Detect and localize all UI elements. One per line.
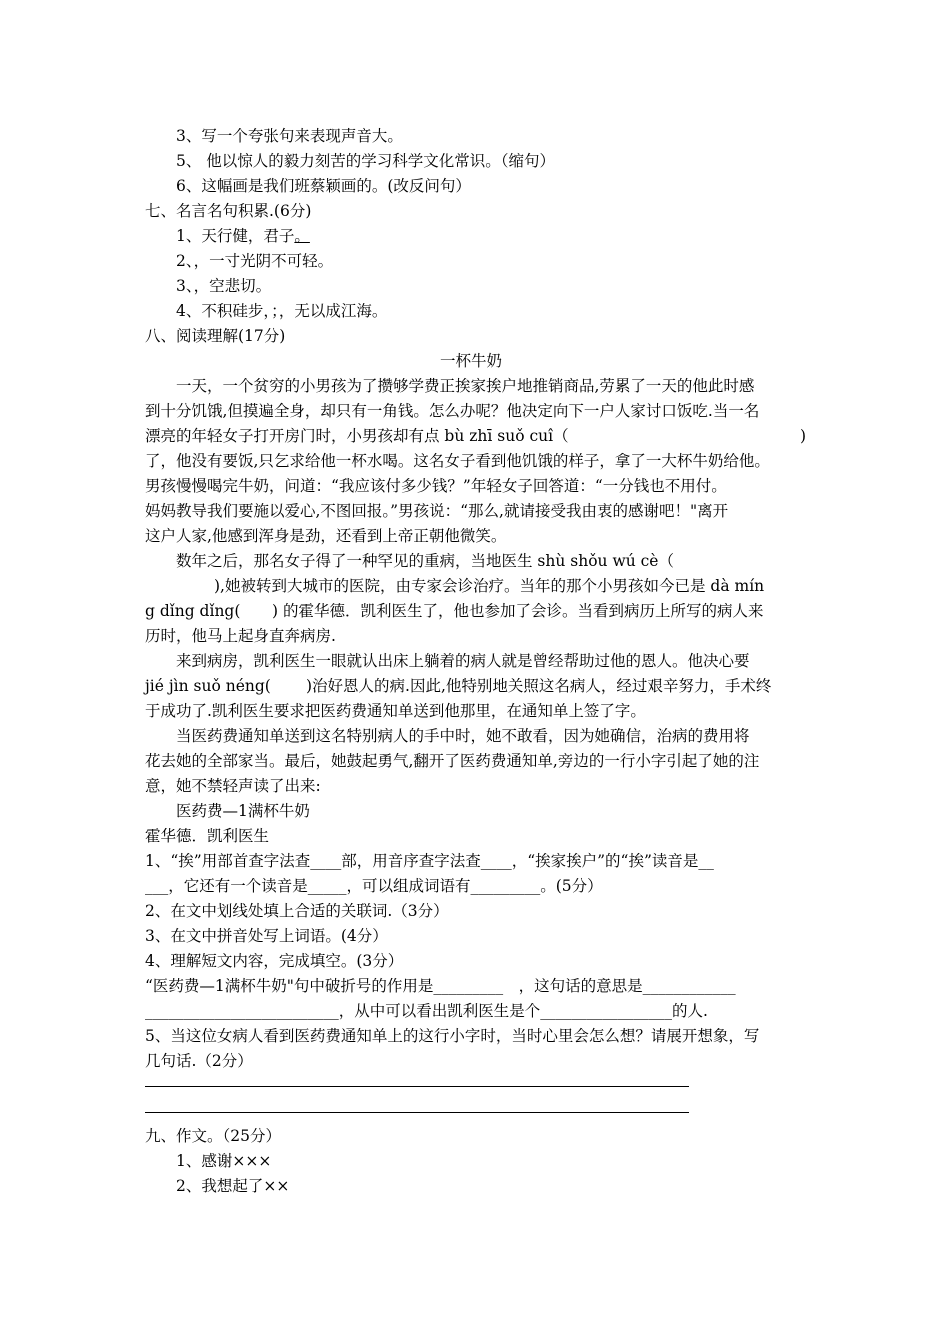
p1-line-2: 到十分饥饿,但摸遍全身，却只有一角钱。怎么办呢？他决定向下一户人家讨口饭吃.当一名 [145,402,760,420]
p4-line-1: 当医药费通知单送到这名特别病人的手中时，她不敢看，因为她确信，治病的费用将 [176,727,750,745]
essay-topic-2: 2、我想起了×× [176,1177,290,1195]
question-8-1-line-2: ___，它还有一个读音是_____，可以组成词语有_________。(5分） [145,877,603,895]
p1-line-4: 了，他没有要饭,只乞求给他一杯水喝。这名女子看到他饥饿的样子，拿了一大杯牛奶给他。 [145,452,770,470]
question-8-1-line-1: 1、“挨”用部首查字法查____部，用音序查字法查____，“挨家挨户”的“挨”读音是__ [145,852,714,870]
p2-line-1: 数年之后，那名女子得了一种罕见的重病，当地医生 shù shǒu wú cè（ [176,552,674,570]
p3-line-1: 来到病房，凯利医生一眼就认出床上躺着的病人就是曾经帮助过他的恩人。他决心要 [176,652,750,670]
section-9-heading: 九、作文。（25分） [145,1127,281,1145]
p1-line-1: 一天，一个贫穷的小男孩为了攒够学费正挨家挨户地推销商品,劳累了一天的他此时感 [176,377,755,395]
quote-item-4: 4、不积硅步，；，无以成江海。 [176,302,388,320]
question-8-3: 3、在文中拼音处写上词语。(4分） [145,927,388,945]
question-8-5-line-2: 几句话.（2分） [145,1052,253,1070]
p3-line-2b: )治好恩人的病.因此,他特别地关照这名病人，经过艰辛努力，手术终 [306,677,772,695]
question-8-4: 4、理解短文内容，完成填空。(3分） [145,952,404,970]
question-8-2: 2、在文中划线处填上合适的关联词.（3分） [145,902,449,920]
question-6-3: 3、写一个夸张句来表现声音大。 [176,127,403,145]
p2-line-2: ),她被转到大城市的医院，由专家会诊治疗。当年的那个小男孩如今已是 dà mín [214,577,765,595]
p4-line-3: 意，她不禁轻声读了出来: [145,777,321,795]
pinyin-blank-close-1: ) [800,427,807,445]
quote-item-1 [176,225,310,247]
p1-line-3: 漂亮的年轻女子打开房门时，小男孩却有点 bù zhī suǒ cuî（ [145,427,569,445]
essay-topic-1: 1、感谢××× [176,1152,272,1170]
question-6-5: 5、 他以惊人的毅力刻苦的学习科学文化常识。（缩句） [176,152,556,170]
section-8-heading: 八、阅读理解(17分) [145,327,286,345]
p1-line-7: 这户人家,他感到浑身是劲，还看到上帝正朝他微笑。 [145,527,507,545]
p1-line-5: 男孩慢慢喝完牛奶，问道：“我应该付多少钱？”年轻女子回答道：“一分钱也不用付。 [145,477,727,495]
answer-line-2 [145,1112,689,1113]
question-8-4-line-1: “医药费—1满杯牛奶"句中破折号的作用是_________ ，这句话的意思是____________ [145,977,736,995]
p2-line-3a: g dǐng dǐng( [145,602,241,620]
p3-line-2a: jié jìn suǒ néng( [145,677,271,695]
quote-item-2: 2、，一寸光阴不可轻。 [176,252,334,270]
quote-item-1-text: 1、天行健，君子 [176,227,295,245]
p4-line-2: 花去她的全部家当。最后，她鼓起勇气,翻开了医药费通知单,旁边的一行小字引起了她的注 [145,752,760,770]
p2-line-3b: ) 的霍华德．凯利医生了，他也参加了会诊。当看到病历上所写的病人来 [272,602,764,620]
quote-item-1-blank: 。 [294,227,310,245]
doctor-signature: 霍华德．凯利医生 [145,827,270,845]
quote-item-3: 3、，空悲切。 [176,277,272,295]
bill-note: 医药费—1满杯牛奶 [176,802,310,820]
p3-line-3: 于成功了.凯利医生要求把医药费通知单送到他那里，在通知单上签了字。 [145,702,646,720]
answer-line-1 [145,1086,689,1087]
p1-line-6: 妈妈教导我们要施以爱心,不图回报。”男孩说：“那么,就请接受我由衷的感谢吧！"离开 [145,502,729,520]
question-8-5-line-1: 5、当这位女病人看到医药费通知单上的这行小字时，当时心里会怎么想？请展开想象，写 [145,1027,760,1045]
story-title: 一杯牛奶 [440,352,503,370]
p2-line-4: 历时，他马上起身直奔病房. [145,627,336,645]
question-6-6: 6、这幅画是我们班蔡颖画的。(改反问句） [176,177,471,195]
section-7-heading: 七、名言名句积累.(6分) [145,202,312,220]
question-8-4-line-2: _________________________，从中可以看出凯利医生是个_________________的人. [145,1002,708,1020]
